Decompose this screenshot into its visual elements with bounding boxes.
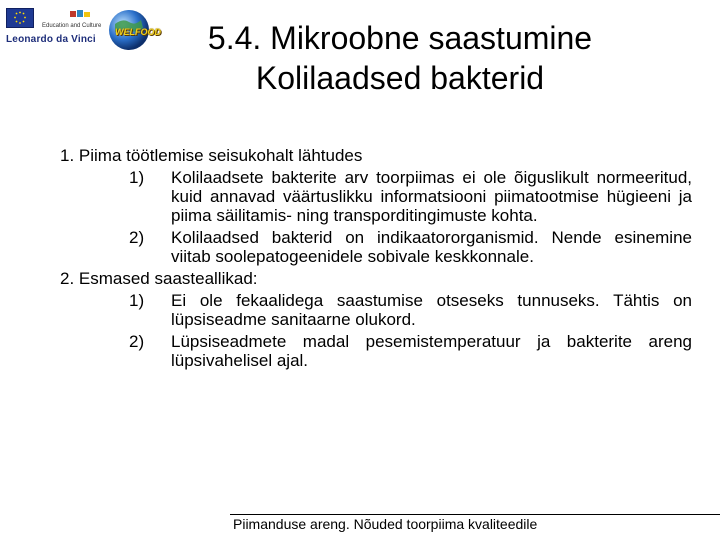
education-culture-logo-icon [68, 8, 92, 22]
slide-body [60, 146, 692, 373]
slide-title [150, 18, 650, 98]
list-item-number: 1) [129, 291, 145, 310]
eu-flag-icon [6, 8, 34, 28]
footer-divider [230, 514, 720, 515]
education-culture-label: Education and Culture [42, 23, 102, 29]
list-item [60, 291, 692, 329]
list-item-text: Kolilaadsete bakterite arv toorpiimas ei ole õiguslikult normeeritud, kuid annavad väärtuslikku informatsiooni piimatootmise hügieeni ja piima säilitamis- ning transporditingimuste kohta. [171, 168, 692, 225]
leonardo-da-vinci-logo: Leonardo da Vinci [6, 34, 96, 45]
list-item-text: Kolilaadsed bakterid on indikaatororganismid. Nende esinemine viitab soolepatogeenidele sobivale keskkonnale. [171, 228, 692, 266]
section-2-heading: 2. Esmased saasteallikad: [60, 269, 258, 288]
footer-text: Piimanduse areng. Nõuded toorpiima kvaliteedile [233, 516, 538, 532]
list-item [60, 168, 692, 225]
list-item-number: 2) [129, 228, 145, 247]
title-line-1: 5.4. Mikroobne saastumine [207, 20, 593, 56]
list-item [60, 332, 692, 370]
list-item-text: Ei ole fekaalidega saastumise otseseks tunnuseks. Tähtis on lüpsiseadme sanitaarne olukord. [171, 291, 692, 329]
list-item-text: Lüpsiseadmete madal pesemistemperatuur ja bakterite areng lüpsivahelisel ajal. [171, 332, 692, 370]
list-item [60, 228, 692, 266]
title-line-2: Kolilaadsed bakterid [255, 60, 545, 96]
section-1-heading: 1. Piima töötlemise seisukohalt lähtudes [60, 146, 363, 165]
list-item-number: 2) [129, 332, 145, 351]
welfood-logo: WELFOOD [115, 27, 161, 37]
list-item-number: 1) [129, 168, 145, 187]
